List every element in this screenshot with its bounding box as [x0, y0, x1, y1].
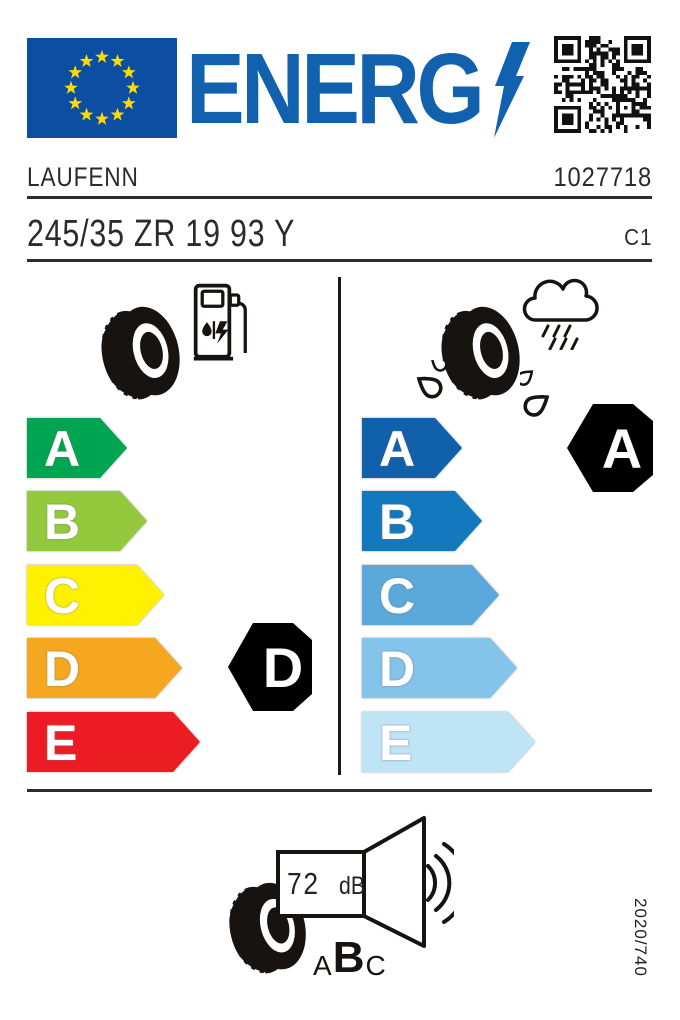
wet-grade-e-label: E [379, 715, 413, 771]
divider-line-top [27, 196, 652, 199]
eu-flag-icon [27, 38, 177, 138]
wet-grade-e-arrow [362, 712, 535, 772]
fuel-rating-value: D [262, 636, 304, 699]
regulation-number: 2020/740 [631, 898, 650, 977]
wet-grade-a-arrow [362, 418, 462, 478]
wet-grade-b-arrow [362, 491, 482, 551]
tyre-class: C1 [623, 224, 652, 250]
noise-class-b: B [332, 933, 365, 982]
fuel-grade-a-arrow [27, 418, 127, 478]
noise-class-scale [313, 933, 386, 982]
wet-grade-c-label: C [379, 568, 416, 624]
rain-cloud-icon [518, 278, 600, 350]
noise-decibel-value: 72 [287, 866, 320, 901]
brand-name: LAUFENN [27, 162, 139, 192]
qr-code-icon [554, 36, 651, 133]
fuel-grade-d-arrow [27, 638, 182, 698]
fuel-grade-e-label: E [44, 715, 78, 771]
vertical-divider [338, 277, 341, 775]
fuel-grade-b-label: B [44, 494, 81, 550]
wet-rating-badge [567, 404, 653, 492]
divider-line-size [27, 259, 652, 262]
fuel-rating-badge [228, 623, 312, 711]
label-id: 1027718 [553, 162, 652, 192]
fuel-tyre-icon [96, 296, 186, 410]
wet-grade-d-label: D [379, 641, 416, 697]
wet-rating-value: A [601, 417, 643, 480]
fuel-grade-d-label: D [44, 641, 81, 697]
fuel-grade-e-arrow [27, 712, 200, 772]
noise-value-group [287, 866, 370, 902]
fuel-grade-c-arrow [27, 565, 164, 625]
lightning-bolt-icon [486, 42, 530, 138]
wet-grade-d-arrow [362, 638, 517, 698]
sound-waves-icon [428, 844, 454, 922]
tyre-dimensions: 245/35 ZR 19 93 Y [27, 213, 296, 255]
noise-unit: dB [339, 872, 366, 900]
wet-grade-a-label: A [379, 421, 416, 477]
wet-tyre-icon [436, 296, 526, 410]
divider-line-noise [27, 789, 652, 792]
water-splash-right-icon [520, 360, 562, 420]
noise-class-c: C [365, 950, 386, 981]
fuel-grade-b-arrow [27, 491, 147, 551]
wet-grade-c-arrow [362, 565, 499, 625]
water-splash-left-icon [404, 360, 446, 420]
wet-grade-b-label: B [379, 494, 416, 550]
fuel-pump-icon [191, 280, 249, 368]
fuel-grade-a-label: A [44, 421, 81, 477]
energ-logo-text: ENERG [186, 33, 482, 145]
noise-class-a: A [313, 950, 332, 981]
fuel-grade-c-label: C [44, 568, 81, 624]
